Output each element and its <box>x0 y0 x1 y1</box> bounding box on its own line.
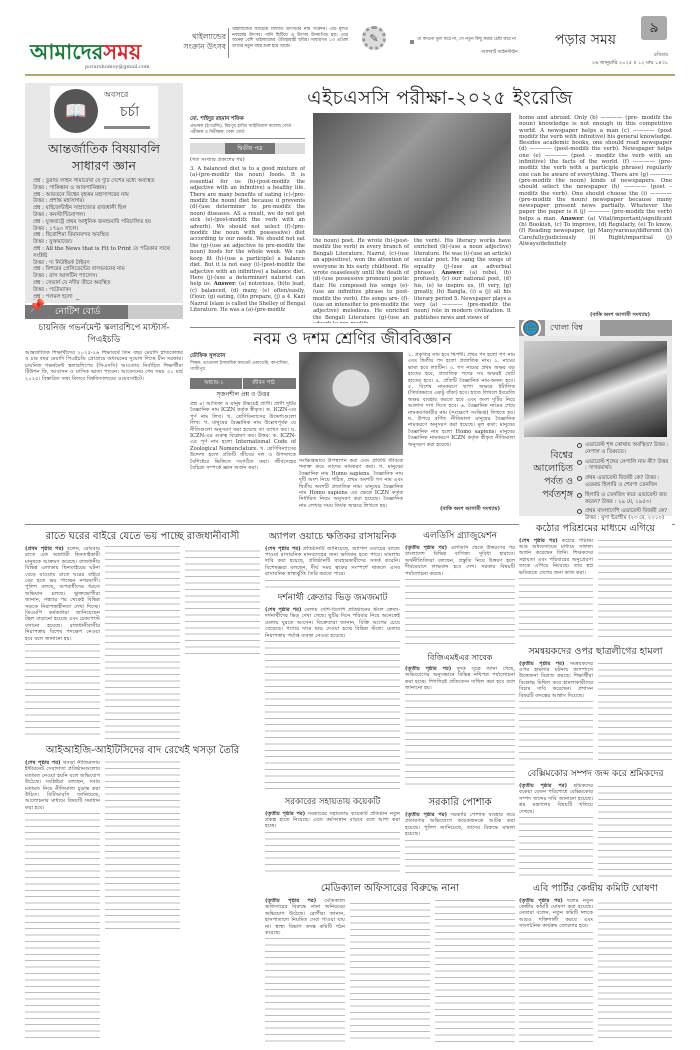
quote-text: যে কখনো ভুল করে না, সে নতুন কিছু করার চেষ্টা করে না <box>417 37 516 42</box>
news-body-text: কঠোর পরিশ্রম আর অধ্যবসায়ের মাধ্যমে সাফল্য অর্জন করেছেন তিনি। শিক্ষকদের সহায়তা এবং পরিবারের অনুপ্রেরণা তাকে এগিয়ে নিয়েছে। তার স্বপ্ন ভবিষ্যতে দেশের জন্য কাজ করা। <box>519 537 593 576</box>
news-headline[interactable]: সরকারের সহায়তায় কয়েকটি <box>284 797 381 807</box>
news-body <box>405 666 515 790</box>
ring-bullet-icon <box>577 476 582 481</box>
logo-part-1: আমাদের <box>30 40 104 64</box>
news-headline[interactable]: বেক্সিমকোর সম্পদ জব্দ করে শ্রমিকদের <box>527 769 664 779</box>
world-qa-text: প্রথম বাংলাদেশি এভারেস্ট বিজয়ী কে? উত্তর : মুসা ইব্রাহীম (২৩ মে, ২০১০) <box>585 508 668 522</box>
news-body <box>25 546 260 740</box>
news-body <box>265 546 400 589</box>
english-col4-answer: : (a) Vital/important/significant (b) Bookish, (c) To improve, (d) Regularly, (e) To know, (f) Reading newspaper, (g) Many/various/different (h) Carefully/judiciously (i) Right/imparitial (j) Always/definitely <box>519 215 672 247</box>
english-col3-answer-label: Answer <box>441 270 463 277</box>
news-body-text: সরকারি পোশাক ব্যবহার করে প্রতারণার অভিযোগে কয়েকজনকে আটক করা হয়েছে। পুলিশ জানিয়েছে, তাদের বিরুদ্ধে মামলা হয়েছে। <box>405 812 515 838</box>
news-story <box>519 882 672 1042</box>
world-header <box>519 320 672 336</box>
english-author-desc: প্রভাষক (ইংরেজি), মিরপুর হাবিব আইডিয়াল কলেজ বোর্ড পরীক্ষক ও নিরীক্ষক, ঢাকা বোর্ড <box>190 124 292 135</box>
news-body-text: মেলায় দেশি-বিদেশি প্রতিষ্ঠানের স্টলে ক্রেতা-দর্শনার্থীদের ভিড় দেখা গেছে। ছুটির দিনে পরিবার নিয়ে অনেকেই মেলায় ঘুরতে আসেন। বিক্রেতারা জানান, বিক্রি আগের চেয়ে বেড়েছে। পণ্যের দামে ছাড় দেওয়া হচ্ছে বিভিন্ন স্টলে। মেলার নিরাপত্তায় পর্যাপ্ত ব্যবস্থা নেওয়া হয়েছে। <box>265 607 400 639</box>
news-headline[interactable]: রাতে ঘরের বাইরে যেতে ভয় পাচ্ছে রাজধানীবাসী <box>45 531 240 542</box>
english-part-label: দ্বিতীয় পত্র <box>225 143 275 154</box>
world-qa-item <box>577 508 669 522</box>
date: ২৬ জানুয়ারি ২০২৫ ॥ ১২ মাঘ ১৪৩১ <box>591 60 668 66</box>
world-title: বিশ্বের আলোচিত পর্বত ও পর্বতশৃঙ্গ <box>533 450 573 500</box>
news-lead: (তৃতীয় পৃষ্ঠার পর) <box>405 812 448 818</box>
news-story <box>405 652 515 790</box>
masthead <box>0 0 700 78</box>
news-lead: (তৃতীয় পৃষ্ঠার পর) <box>519 897 563 904</box>
news-lead: (তৃতীয় পৃষ্ঠার পর) <box>519 660 565 667</box>
notice-title: চায়নিজ গভর্নমেন্ট স্কলারশিপে মাস্টার্স-পিএইচডি <box>38 323 170 345</box>
biology-chapter-name: জীবন পাঠ <box>252 380 275 386</box>
biology-col3: ১. প্রকৃতির নাম হবে দ্বিপদী। প্রথম পদ হলো গণ নাম এবং দ্বিতীয় পদ হলো প্রজাতিক নাম। ২. নামের ভাষা হবে ল্যাটিন। ৩. গণ নামের প্রথম অক্ষর বড় হাতের হবে, প্রজাতিক পদের সব অক্ষরই ছোট হাতের হবে। ৪. প্রতিটি বৈজ্ঞানিক নাম-অনন্য হবে। ৫. বিশেষ নামকরণে ছাপা অক্ষরে ইটালিক (তির্যকভাবে একটু বাঁকা) হবে। হাতে লিখলে ইংরেজি অক্ষর ব্যবহার করতে হবে এবং অংশ দুটির নিচে আলাদা দাগ দিতে হবে। ৬. বৈজ্ঞানিক নামের শেষে নামকরণকারীর নাম (সংক্ষেপে সংক্ষিপ্ত) লিখতে হয়। ঘ. উপরে বর্ণিত নীতিমালা মানুষের বৈজ্ঞানিক নামকরণে অনুসরণ করা হয়েছে। মূল কথা: মানুষের বৈজ্ঞানিক নাম হলো Homo sapiens। মানুষের বৈজ্ঞানিক নামকরণে ICZN কর্তৃক স্বীকৃত নীতিমালা অনুসরণ করা হয়েছে। <box>408 352 515 448</box>
news-body-text: শ্রমিকদের বকেয়া বেতন পরিশোধে বেক্সিমকোর সম্পদ জব্দের দাবি জানানো হয়েছে। শ্রম মন্ত্রণালয় বিষয়টি খতিয়ে দেখছে। <box>519 783 593 815</box>
gk-qa-item: উত্তর : যুক্তরাজ্যে। <box>33 239 73 246</box>
news-lead: (তৃতীয় পৃষ্ঠার পর) <box>265 810 306 817</box>
biology-more: (বাকি অংশ আগামী সংখ্যায়) <box>440 506 501 512</box>
gk-kicker-2: চর্চা <box>120 104 140 120</box>
news-headline[interactable]: সমন্বয়কদের ওপর ছাত্রলীগের হামলা <box>528 646 663 657</box>
gk-qa-item: উত্তর : ১৭৯০ সালে। <box>33 225 79 232</box>
news-headline[interactable]: এলডিসি গ্র্যাজুয়েশন <box>423 531 497 541</box>
english-col1 <box>190 166 305 323</box>
english-col1-text: 3. A balanced diet is to a good mixture of (a)-(pre-modifz the noun) foods. It is essential for us (b)-(post-modifz the adjective with an infinitive) a healthy life. There are many benefits of eating (c)-(pre-modifz the noun) diet because it prevents (d)-(use determiner to pre-modifz the noun) diseases. AS a result, we do not get sick (e)-(post-modifz the verb with an adverb). We should not select (f)-(pre-modifz the noun with possessive) diet according to our needs. We should not eat the (g)-(use an adjective to pre-modifz the noun) foods for the whole week. We can keep fit (h)-(use a participle) a balance diet. But it is not easy (i)-(post-modifz the adjective with an infinitive) a balance diet. Here (j)-(use a determiner) naturist can help us. <box>190 166 305 288</box>
news-story <box>25 530 260 740</box>
gk-qa-item: প্রশ্ন : মিশরের প্রেসিডেন্টের বাসভবনের নাম <box>33 266 125 273</box>
section-title: পড়ার সময় <box>555 32 616 48</box>
gk-qa-item: উত্তর : পাকিস্তান ও আফগানিস্তান। <box>33 184 107 191</box>
notice-header-tail <box>128 305 183 319</box>
biology-chapter-bar <box>190 378 296 389</box>
logo-part-2: সময় <box>103 40 142 64</box>
english-col3 <box>414 238 511 323</box>
world-qa-text: হিলারি ও তেনজিং কবে এভারেস্ট জয় করেন? উত্তর : ২৯ মে, ১৯৫৩। <box>585 491 667 505</box>
news-body-text: দুদক সূত্রে জানা গেছে, অভিযোগের অনুসন্ধানে বিভিন্ন নথিপত্র পর্যালোচনা করা হচ্ছে। শিগগিরই প্রতিবেদন দাখিল করা হবে বলে জানানো হয়। <box>405 666 515 692</box>
news-body <box>265 607 400 792</box>
gk-kicker-1: অবসরে <box>104 90 129 99</box>
news-body-text: মেডিক্যাল অফিসারের বিরুদ্ধে নানা অনিয়মের অভিযোগ উঠেছে। রোগীরা জানান, হাসপাতালে নিয়মিত সেবা পাওয়া যায় না। স্বাস্থ্য বিভাগ তদন্ত কমিটি গঠন করেছে। <box>265 898 345 937</box>
english-col1-answer: : (a) notorious, (b)to lead, (c) balanced, (d) many, (e) often/easily, (f)our, (g) eating, (i)to prepare, (j) a <box>190 281 305 301</box>
news-lead: (তৃতীয় পৃষ্ঠার পর) <box>405 666 452 672</box>
biology-chapter-divider <box>242 378 243 389</box>
gk-logo-panel <box>50 86 158 138</box>
gk-title-2: সাধারণ জ্ঞান <box>72 158 136 173</box>
news-headline[interactable]: আইআইজি-আইটিসিদের বাদ রেখেই খসড়া তৈরি <box>45 745 240 756</box>
quote-author: -আলবার্ট আইনস্টাইন <box>480 50 518 55</box>
news-story <box>405 530 515 648</box>
news-headline[interactable]: দর্শনার্থী ক্রেতার ভিড় জমজমাট <box>277 593 388 603</box>
quote-bullet-icon <box>410 40 414 44</box>
world-qa-item <box>577 459 669 473</box>
english-part-bar <box>190 143 305 154</box>
news-body-text: প্রতিষ্ঠানটি জানিয়েছে, অ্যাপল ওয়াচের ব্যান্ডে পাওয়া রাসায়নিক মানবদেহের জন্য ক্ষতিকর হতে পারে। মামলায় দাবি করা হয়েছে, প্রতিষ্ঠানটি ব্যবহারকারীদের সতর্ক করেনি। বিশেষজ্ঞরা বলছেন, দীর্ঘ সময় ত্বকের সংস্পর্শে থাকলে এসব রাসায়নিক স্বাস্থ্যঝুঁকি তৈরি করতে পারে। <box>265 545 400 578</box>
world-qa-text: এভারেস্ট শৃঙ্গের নেপালি নাম কী? উত্তর : সাগরমাথা। <box>585 458 669 472</box>
news-story <box>519 522 672 640</box>
news-body-text: খসড়া নীতিমালায় ইন্টারনেট সেবাদাতা প্রতিষ্ঠানগুলোর মতামত নেওয়া হয়নি বলে অভিযোগ উঠেছে। সংশ্লিষ্টরা বলছেন, সবার মতামত নিয়ে নীতিমালা চূড়ান্ত করা উচিত। বিটিআরসি জানিয়েছে, আলোচনার মাধ্যমে বিষয়টি সমাধান করা হবে। <box>25 760 100 811</box>
english-col1-tail: 4. Kazi Nazrul Islam is called the Shelley of Bengal Literature. He was a (a)-(pre-modifz <box>190 294 305 313</box>
world-box <box>519 336 672 522</box>
english-col4-answer-label: Answer <box>560 215 583 222</box>
news-story <box>265 796 400 876</box>
news-lead: (শেষ পৃষ্ঠার পর) <box>265 607 302 613</box>
gk-qa-item: প্রশ্ন : পলমল হলো <box>33 293 73 300</box>
gk-qa-item: প্রশ্ন : সেভার্ন যে নদীর তীরে অবস্থিত <box>33 279 111 286</box>
news-body-text: সরকারের সহায়তায় কয়েকটি প্রতিষ্ঠান নতুন প্রকল্প হাতে নিয়েছে। এতে কর্মসংস্থান বাড়বে বলে আশা করা হচ্ছে। <box>265 810 400 830</box>
page-number-badge <box>641 16 667 40</box>
notice-board-header <box>25 299 183 319</box>
news-story <box>519 645 672 763</box>
page-number: ৯ <box>649 20 659 36</box>
gk-qa-item: প্রশ্ন : আয়তনে বিশ্বের বৃহত্তম মহাসাগরের নাম <box>33 191 129 198</box>
biology-col2: সংক্ষিপ্তভাবে উপস্থাপন করা এবং প্রতিটি জীবকে শনাক্ত করে তাদের নামকরণ করা। গ. মানুষের বৈজ্ঞানিক নাম Homo sapiens. বৈজ্ঞানিক নাম দুটি অংশ নিয়ে গঠিত, প্রথম অংশটি গণ নাম এবং দ্বিতীয় অংশটি প্রজাতিক নাম। মানুষের বৈজ্ঞানিক নাম Homo sapiens এর ক্ষেত্রে ICZN কর্তৃক নির্ধারিত নিয়ম অনুসরণ করা হয়েছে। বৈজ্ঞানিক নাম লেখার সময় তির্যক অক্ষরে লিখতে হয়। <box>299 458 403 509</box>
news-story <box>265 882 515 1042</box>
world-label: খোলা বিশ্ব <box>545 320 600 336</box>
news-body <box>519 661 672 764</box>
globe-icon: 🌐 <box>521 318 541 338</box>
news-lead: (তৃতীয় পৃষ্ঠার পর) <box>265 898 317 904</box>
gk-qa-item: উত্তর : পটোম্যাক। <box>33 286 72 293</box>
news-body <box>405 812 515 878</box>
world-qa-list <box>577 442 669 525</box>
news-headline[interactable]: এবি পার্টির কেন্দ্রীয় কমিটি ঘোষণা <box>533 883 658 894</box>
news-lead: (প্রথম পৃষ্ঠার পর) <box>25 546 64 552</box>
english-col1-answer-label: Answer <box>213 281 235 288</box>
ring-bullet-icon <box>577 509 582 514</box>
news-story <box>265 592 400 792</box>
biology-title: নবম ও দশম শ্রেণির জীববিজ্ঞান <box>190 329 515 349</box>
ring-bullet-icon <box>577 443 582 448</box>
gk-qa-item: প্রশ্ন : All the News that is Fit to Print যে পত্রিকার সাথে সংশ্লিষ্ট <box>33 245 170 259</box>
english-col2: the noun) poet. He wrote (b)-(post-modifz the verb) in every branch of Bengali Literature. Nazrul, (c)-(use an appositive), won the attention of everyone in his early childhood. He wrote ceaselessly until the death of (d)-(use possessive pronoun) poetic flair. He composed his songs (e)-(use an infinitive phrase to post-modifz the verb). His songs are- (f)-(use an intensifier to pre-modifz the adjective) melodious. He enriched the Bengali Literature (g)-(use an <box>313 238 409 321</box>
ring-bullet-icon <box>577 460 582 465</box>
gk-kicker-underline <box>104 126 150 129</box>
gk-qa-item: প্রশ্ন : যুক্তরাষ্ট্রে প্রথম আধুনিক জনশুমারি পরিচালিত হয় <box>33 218 152 225</box>
biology-author-desc: শিক্ষক, ভাওয়াল ইসলামিক ক্যাডেট একাডেমি, কাপাসিয়া, গাজীপুর <box>190 361 290 372</box>
gk-qa-item: উত্তর : দ্য নিউইয়র্ক টাইমস <box>33 259 90 266</box>
news-headline[interactable]: বিজিএমইএর সাবেক <box>427 653 493 662</box>
gk-title-1: আন্তর্জাতিক বিষয়াবলি <box>48 141 160 156</box>
teaser-title: থাইল্যান্ডের সংক্রান উৎসব <box>183 32 226 51</box>
news-headline[interactable]: অ্যাপল ওয়াচে ক্ষতিকর রাসায়নিক <box>268 531 397 542</box>
news-body <box>519 538 672 641</box>
news-body-text: এলডিসি থেকে উত্তরণের পর বাংলাদেশ বিভিন্ন বাণিজ্য সুবিধা হারাবে। অর্থনীতিবিদরা বলছেন, প্রস্তুতি নিয়ে উত্তরণ হলে দীর্ঘমেয়াদে লাভবান হবে দেশ। সরকার বিষয়টি পর্যালোচনা করছে। <box>405 545 515 577</box>
gk-qa-item: উত্তর : রাস আলটিন প্যালেস। <box>33 273 98 280</box>
news-lead: (তৃতীয় পৃষ্ঠার পর) <box>405 545 448 551</box>
news-lead: (শেষ পৃষ্ঠার পর) <box>265 545 301 552</box>
news-body-text: সমন্বয়কদের ওপর হামলার ঘটনায় ক্যাম্পাসে উত্তেজনা বিরাজ করছে। শিক্ষার্থীরা বিক্ষোভ মিছিল করে হামলাকারীদের বিচার দাবি করেছেন। প্রশাসন বিষয়টি তদন্তের আশ্বাস দিয়েছে। <box>519 660 593 699</box>
news-body <box>519 898 672 1043</box>
news-body <box>265 898 515 1042</box>
english-col3-tail: 5. Newspaper plays a very (a) ———— (pre-modifz the noun) role in modern civilization. It publishes news and views of <box>414 295 511 321</box>
news-story <box>519 768 672 878</box>
english-col4-text: home and abroad. Only (b) ———— (pre- modifz the noun) knowledge is not enough in this competitive world. A newspaper helps a man (c) ———— (post modifz the verb with infinitive) his general knowledge. Besides academic books, one should read newspaper (d) ———— (post-modifz the verb). Newspaper helps one (e) ———— (post – modifz the verb with an infinitive) the facts of the world. (f) ———— (pre-modifz the verb with a participle phrase) regularly one can be aware of everything. There are (g) ———— (pre-modifz the noun) kinds of newspapers. One should select the newspaper (h) ———— (post – modifz the verb). One should choose the (i) ———— (pre-modifz the noun) newspaper because many newspaper present news partially. Whatever the paper the paper is it (j) ———— (pre-modifz the verb) helps a man. <box>519 115 672 222</box>
english-continued: (গত সংখ্যার প্রকাশের পর) <box>190 157 245 163</box>
news-body-text: বলেন, রোববার রাতে এক অস্ত্রধারী ছিনতাইকারী মানুষকে আক্রমণ করেছে। রাজধানীর বিভিন্ন এলাকায় ছিনতাইয়ের ঘটনা বেড়ে যাওয়ায় রাতে ঘরের বাইরে বের হতে ভয় পাচ্ছেন নগরবাসী। পুলিশ বলছে, অপরাধীদের ধরতে অভিযান চলছে। ভুক্তভোগীরা জানান, সন্ধ্যার পর থেকেই বিভিন্ন সড়কে নিরাপত্তাহীনতা দেখা দিচ্ছে। ডিএমপি কর্মকর্তারা জানিয়েছেন টহল বাড়ানো হয়েছে এবং চেকপোস্ট বসানো হয়েছে। রাজধানীবাসীর নিরাপত্তায় বিশেষ পদক্ষেপ নেওয়া হবে বলে জানানো হয়। <box>25 546 100 642</box>
news-body <box>519 783 672 878</box>
email: porarshomoy@gmail.com <box>85 64 150 70</box>
news-story <box>25 744 260 1042</box>
news-lead: (তৃতীয় পৃষ্ঠার পর) <box>519 783 568 789</box>
english-col4 <box>519 115 672 311</box>
biology-author: তৌফিক সুলতান <box>190 353 226 359</box>
gk-qa-item: প্রশ্ন : হিরোশিমা বিমানবন্দর অবস্থিত <box>33 232 109 239</box>
english-bottom-rule <box>190 327 515 328</box>
everest-photo <box>524 341 667 437</box>
news-body <box>25 760 260 1042</box>
news-story <box>405 796 515 878</box>
ring-bullet-icon <box>577 493 582 498</box>
gk-qa-item: উত্তর : কনস্টান্টিনোপল। <box>33 211 86 218</box>
news-body <box>265 811 400 877</box>
book-reader-icon: 📖 <box>54 89 98 133</box>
english-title: এইচএসসি পরীক্ষা-২০২৫ ইংরেজি <box>307 87 573 109</box>
world-qa-text: প্রথম এভারেস্ট বিজয়ী কে? উত্তর : এডমন্ড হিলারি ও শেরপা তেনজিং <box>585 475 660 488</box>
gk-qa-item: উত্তর : প্রশান্ত মহাসাগর। <box>33 198 85 205</box>
world-qa-item <box>577 492 669 506</box>
masthead-rule <box>25 74 675 76</box>
teaser-text: থাইল্যান্ডের সবচেয়ে বিখ্যাত উৎসবের নাম সংক্রান। এটি মূলত নববর্ষের উৎসব। পানি ছিটিয়ে এ উৎসব উদযাপিত হয়। এরে অনেক বেশি থাইল্যান্ডের ঐতিহ্যবাহী ছবির। সাধারণত ১৩ এপ্রিল তাদের নতুন বছর শুরু হয়ে থাকে। <box>232 27 348 49</box>
english-author-rule <box>190 138 305 139</box>
teaser-divider <box>228 28 229 58</box>
day: রবিবার <box>654 52 668 58</box>
student-photo <box>299 352 403 455</box>
english-more: (বাকি অংশ আগামী সংখ্যায়) <box>590 312 651 318</box>
news-headline[interactable]: মেডিক্যাল অফিসারের বিরুদ্ধে নানা <box>320 883 460 894</box>
gk-qa-item: প্রশ্ন : বাইজেন্টাইন সাম্রাজ্যের রাজধানী ছিল <box>33 205 127 212</box>
news-story <box>265 530 400 588</box>
english-col3-text: the verb). His literary works have enriched (h)-(use a noun adjective) literature. He was (i)-(use an article) secular poet. He sang the songs of equality (j)-(use an adverbial phrase). <box>414 238 511 277</box>
news-headline[interactable]: কঠোর পরিশ্রমের মাধ্যমে এগিয়ে <box>536 523 655 534</box>
world-qa-item <box>577 475 669 489</box>
news-lead: (শেষ পৃষ্ঠার পর) <box>519 537 558 544</box>
pushpin-icon: 📌 <box>29 299 46 314</box>
news-headline[interactable]: সরকারি পোশাক <box>428 797 492 808</box>
gk-qa-item: প্রশ্ন : ডুরান্ড লাইন সীমারেখা যে দুটি দেশের মধ্যে অবস্থিত <box>33 178 155 184</box>
biology-subtitle: সৃজনশীল প্রশ্ন ও উত্তর <box>216 391 270 398</box>
biology-col1: প্রশ্ন ৪। আতিকা ও মানুষ উভয়েই প্রাণী। প্রাণী দুটির বৈজ্ঞানিক নাম ICZN কর্তৃক স্বীকৃত। ক. ICZN-এর পূর্ণ নাম লিখ। খ. শ্রেণিবিন্যাসের উদ্দেশ্যগুলো লিখ। গ. মানুষের বৈজ্ঞানিক নাম উল্লেখপূর্বক যে নীতিগুলো অনুসরণ করা হয়েছে তা ব্যাখ্যা কর। ঘ. ICZN-এর গুরুত্ব বিশ্লেষণ কর। উত্তর: ক. ICZN-এর পূর্ণ নাম হলো International Code of Zoological Nomenclature. খ. শ্রেণিবিন্যাসের উদ্দেশ্য হলো প্রতিটি জীবের দল ও উপদলকে বৈশিষ্ট্যের ভিত্তিতে সংগঠিত করা। জীবদেহের বৈচিত্র্য সম্পর্কে জ্ঞান অর্জন করা। <box>190 401 296 472</box>
exam-hall-photo <box>313 113 511 235</box>
notice-body: আন্তর্জাতিক শিক্ষার্থীদের ২০২৫-২৬ শিক্ষাবর্ষে তিন বছর মেয়াদি স্নাতকোত্তর ও চার বছর মেয়াদি পিএইচডি প্রোগ্রামে অধ্যয়নের সুযোগ দিচ্ছে চীন সরকার। চায়নিজ গভর্নমেন্ট স্কলারশিপের (সিএসসি) আওতায় নির্বাচিত শিক্ষার্থীরা টিউশন ফি, আবাসন ও মাসিক ভাতা পাবেন। আবেদনের শেষ সময় ৩১ মার্চ ২০২৫। বিস্তারিত তথ্য মিলবে বিশ্ববিদ্যালয়ের ওয়েবসাইটে। <box>25 350 183 382</box>
gk-qa-list <box>33 178 179 300</box>
notice-label: নোটিশ বোর্ড <box>55 307 101 317</box>
world-qa-text: এভারেস্ট শৃঙ্গ কোথায় অবস্থিত? উত্তর : নেপাল ও তিব্বতে। <box>585 442 669 455</box>
news-body-text: দলের নতুন কেন্দ্রীয় কমিটি ঘোষণা করা হয়েছে। নেতারা বলেন, নতুন কমিটি দলকে আরও শক্তিশালী করবে এবং সাংগঠনিক কার্যক্রম জোরদার হবে। <box>519 897 594 930</box>
quill-seal-icon: ✎ <box>362 26 386 50</box>
english-author: মো. শাইদুর রহমান শফিক <box>190 116 244 122</box>
english-col3-answer: : (a) rebel, (b) profusely, (c) our national poet, (d) his, (e) to inspire us, (f) very, (g) greatly, (h) Bangla, (i) a (j) all his literary period <box>414 270 511 302</box>
news-body <box>405 545 515 648</box>
news-lead: (শেষ পৃষ্ঠার পর) <box>25 760 61 766</box>
gk-box <box>25 83 183 303</box>
biology-chapter: অধ্যায়-১ <box>204 380 224 386</box>
world-qa-item <box>577 442 669 456</box>
